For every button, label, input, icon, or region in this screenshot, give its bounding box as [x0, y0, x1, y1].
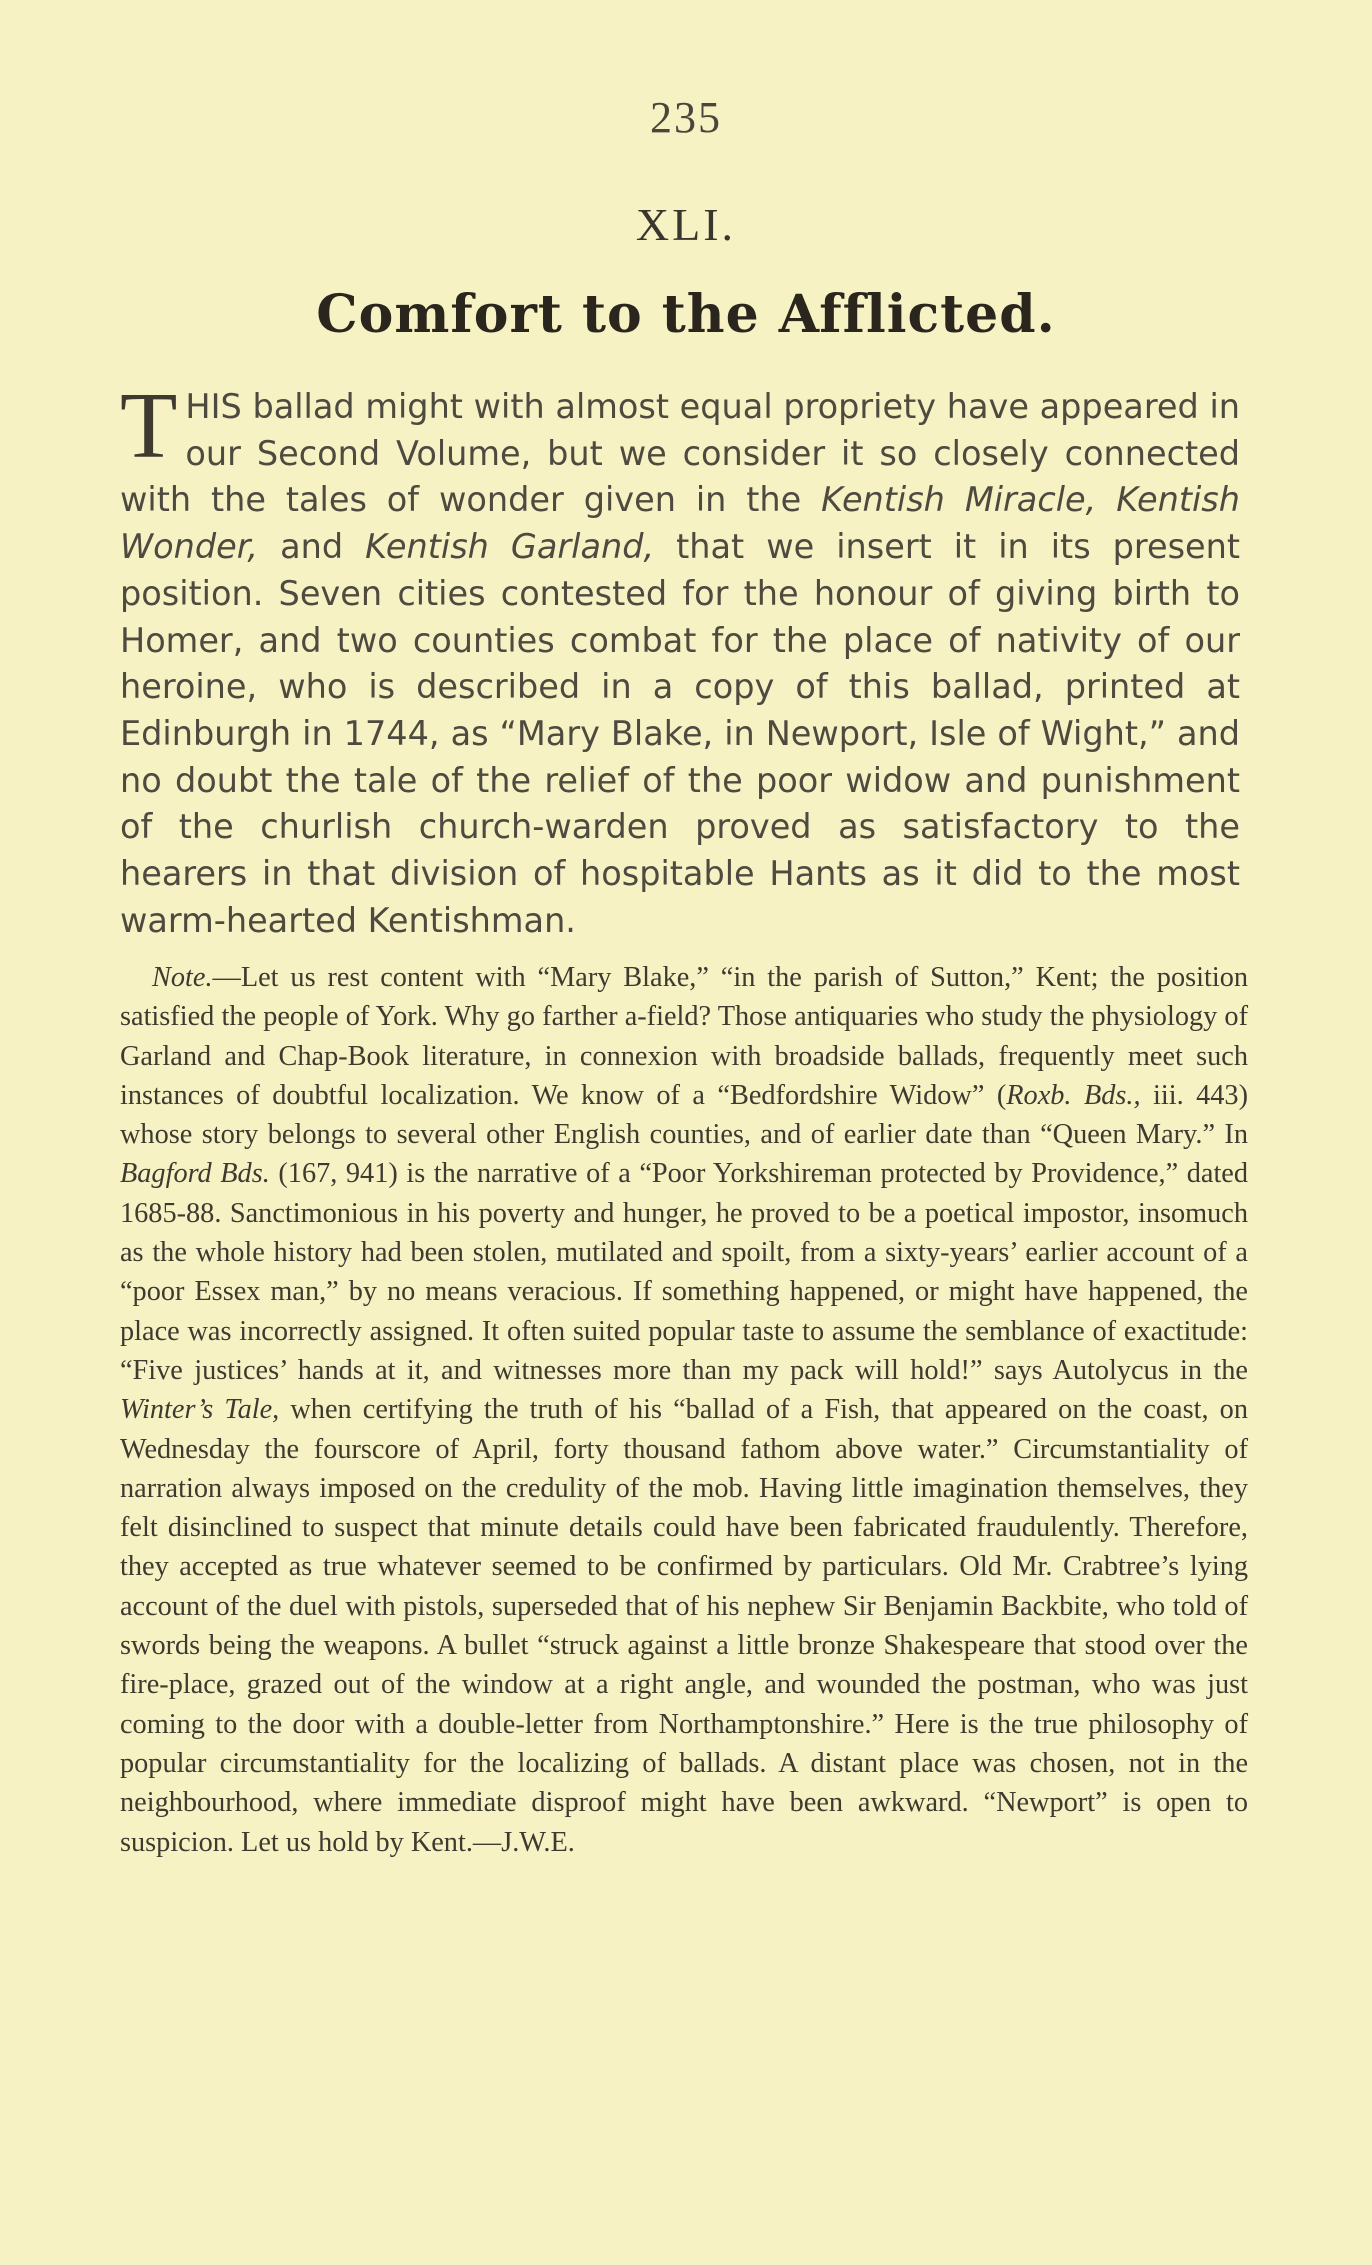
intro-text-3: that we insert it in its present position. Seven cities contested for the honour of giving birth to Homer, and two counties combat for the place of nativity of our heroine, who is described in a copy of this ballad, printed at Edinburgh in 1744, as “Mary Blake, in Newport, Isle of Wight,” and no doubt the tale of the relief of the poor widow and punishment of the churlish church-warden proved as satisfactory to the hearers in that division of hospitable Hants as it did to the most warm-hearted Kentishman.: [120, 527, 1241, 940]
intro-italic-1: Kentish Miracle, Kentish Wonder,: [120, 480, 1240, 567]
intro-paragraph: [120, 374, 1241, 944]
note-text-4: when certifying the truth of his “ballad of a Fish, that appeared on the coast, on Wednesday the fourscore of April, forty thousand fathom above water.” Circumstantiality of narration always imposed on the credulity of the mob. Having little imagination themselves, they felt disinclined to suspect that minute details could have been fabricated fraudulently. Therefore, they accepted as true whatever seemed to be confirmed by particulars. Old Mr. Crabtree’s lying account of the duel with pistols, superseded that of his nephew Sir Benjamin Backbite, who told of swords being the weapons. A bullet “struck against a little bronze Shakespeare that stood over the fire-place, grazed out of the window at a right angle, and wounded the postman, who was just coming to the door with a double-letter from Northamptonshire.” Here is the true philosophy of popular circumstantiality for the localizing of ballads. A distant place was chosen, not in the neighbourhood, where immediate disproof might have been awkward. “Newport” is open to suspicion. Let us hold by Kent.—J.W.E.: [120, 1394, 1248, 1858]
note-italic-2: Bagford Bds.: [120, 1158, 270, 1190]
ballad-title: Comfort to the Afflicted.: [316, 284, 1056, 345]
note-text-1: —Let us rest content with “Mary Blake,” “in the parish of Sutton,” Kent; the position satisfied the people of York. Why go farther a-field? Those antiquaries who study the physiology of Garland and Chap-Book literature, in connexion with broadside ballads, frequently meet such instances of doubtful localization. We know of a “Bedfordshire Widow” (: [120, 962, 1248, 1111]
page-number: 235: [650, 93, 722, 142]
note-italic-3: Winter’s Tale,: [120, 1394, 280, 1426]
note-text-2: iii. 443) whose story belongs to several other English counties, and of earlier date than “Queen Mary.” In: [120, 1079, 1248, 1151]
intro-text-2: and: [258, 527, 366, 567]
chapter-number: XLI.: [635, 199, 737, 250]
intro-italic-2: Kentish Garland,: [365, 527, 655, 567]
editor-note: [120, 958, 1248, 1862]
drop-cap: T: [120, 374, 178, 478]
note-italic-1: Roxb. Bds.,: [1006, 1079, 1141, 1111]
intro-text-1: HIS ballad might with almost equal propriety have appeared in our Second Volume, but we consider it so closely connected with the tales of wonder given in the: [120, 387, 1240, 520]
note-label: Note.: [152, 962, 213, 993]
note-text-3: (167, 941) is the narrative of a “Poor Yorkshireman protected by Providence,” dated 1685-88. Sanctimonious in his poverty and hunger, he proved to be a poetical impostor, insomuch as the whole history had been stolen, mutilated and spoilt, from a sixty-years’ earlier account of a “poor Essex man,” by no means veracious. If something happened, or might have happened, the place was incorrectly assigned. It often suited popular taste to assume the semblance of exactitude: “Five justices’ hands at it, and witnesses more than my pack will hold!” says Autolycus in the: [120, 1158, 1249, 1386]
